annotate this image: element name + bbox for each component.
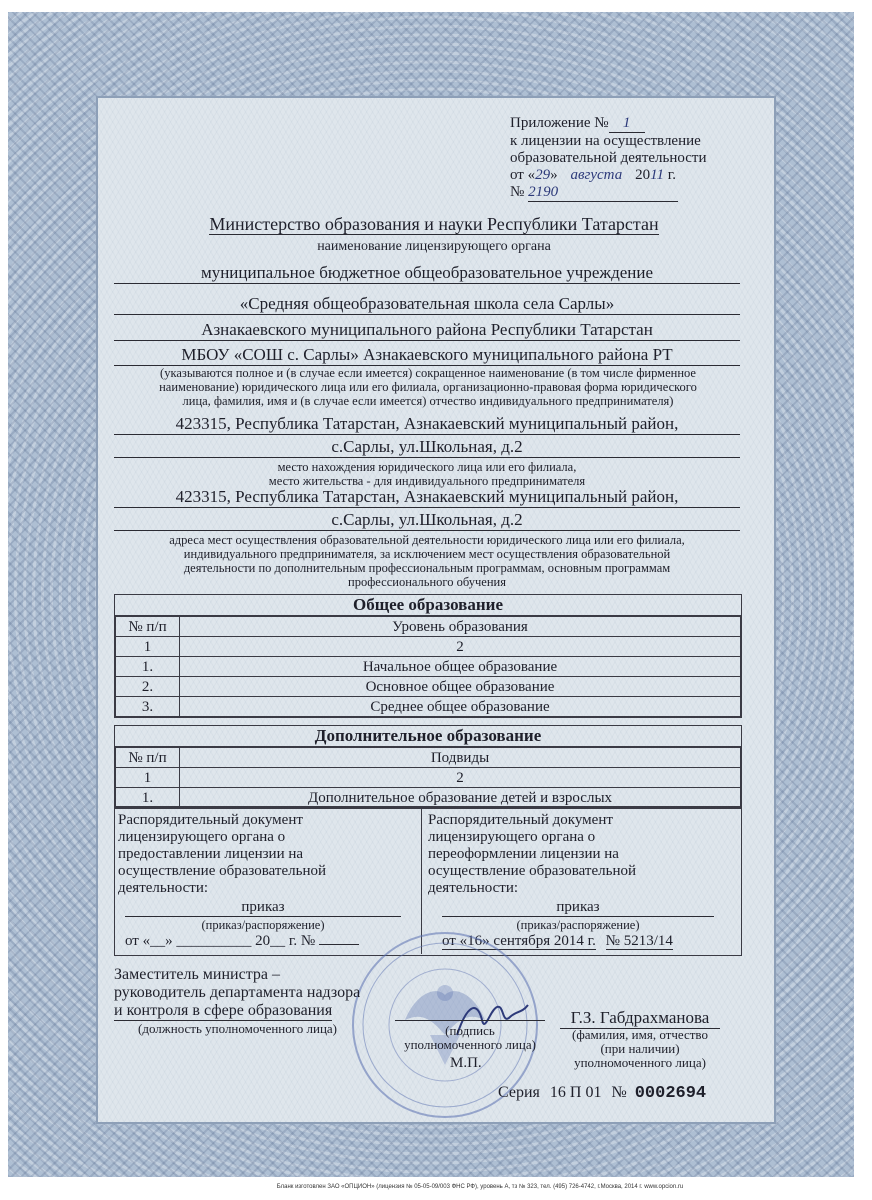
signature-caption: (подпись уполномоченного лица): [404, 1023, 536, 1052]
authority-caption: наименование лицензирующего органа: [317, 239, 551, 254]
table-row: 1. Начальное общее образование: [116, 657, 741, 677]
signatory-position: Заместитель министра – руководитель департамента надзора и контроля в сфере образования: [114, 966, 361, 1019]
blank-series: Серия 16 П 01 № 0002694: [498, 1084, 707, 1103]
appendix-month: августа: [570, 167, 623, 183]
signature-line: [395, 1020, 545, 1021]
appendix-number: 1: [609, 115, 645, 133]
right-order-caption: (приказ/распоряжение): [516, 918, 640, 932]
additional-education-grid: [115, 747, 741, 808]
appendix-block: [510, 115, 710, 202]
activity-address-line1: 423315, Республика Татарстан, Азнакаевский муниципальный район,: [114, 487, 740, 508]
table-index-row: 1 2: [116, 768, 741, 788]
table-header-row: № п/п Уровень образования: [116, 617, 741, 637]
right-order-date: от «16» сентября 2014 г. № 5213/14: [442, 933, 673, 949]
left-order-type: приказ: [125, 899, 401, 917]
seal-place-label: М.П.: [450, 1055, 482, 1071]
left-order-date: от «__» __________ 20__ г. №: [125, 933, 415, 950]
general-education-grid: [115, 616, 741, 717]
table-row: 2. Основное общее образование: [116, 677, 741, 697]
entity-line4: МБОУ «СОШ с. Сарлы» Азнакаевского муниципального района РТ: [114, 345, 740, 366]
entity-caption: (указываются полное и (в случае если имеется) сокращенное наименование (в том числе фирменное наименование) юридического лица или его филиала, организационно-правовая форма юридического лица, фамилия, имя и (в случае если имеется) отчество индивидуального предпринимателя): [159, 366, 697, 408]
entity-line3: Азнакаевского муниципального района Республики Татарстан: [114, 320, 740, 341]
table-header-row: № п/п Подвиды: [116, 748, 741, 768]
activity-address-caption: адреса мест осуществления образовательной деятельности юридического лица или его филиала, индивидуального предпринимателя, за исключением мест осуществления образовательной деятельности по дополнительным профессиональным программам, основным программам профессионального обучения: [169, 533, 685, 589]
appendix-day: 29: [535, 167, 551, 183]
printer-imprint: Бланк изготовлен ЗАО «ОПЦИОН» (лицензия № 05-05-09/003 ФНС РФ), уровень А, тз № 323, тел. (495) 726-4742, г.Москва, 2014 г. www.opcion.ru: [276, 1184, 684, 1190]
location-caption: место нахождения юридического лица или его филиала, место жительства - для индивидуального предпринимателя: [268, 460, 586, 488]
entity-line1: муниципальное бюджетное общеобразовательное учреждение: [114, 263, 740, 284]
general-education-title: Общее образование: [115, 595, 741, 616]
appendix-year: 11: [650, 167, 664, 183]
signatory-position-caption: (должность уполномоченного лица): [138, 1021, 338, 1036]
appendix-line3: образовательной деятельности: [510, 150, 707, 166]
table-row: 3. Среднее общее образование: [116, 697, 741, 717]
appendix-date: от «29» августа 2011 г.: [510, 167, 676, 183]
location-line1: 423315, Республика Татарстан, Азнакаевский муниципальный район,: [114, 414, 740, 435]
right-order-block: Распорядительный документ лицензирующего органа о переоформлении лицензии на осуществление образовательной деятельности:: [428, 812, 636, 896]
additional-education-table: [114, 725, 742, 809]
table-index-row: 1 2: [116, 637, 741, 657]
additional-education-title: Дополнительное образование: [115, 726, 741, 747]
right-order-type: приказ: [442, 899, 714, 917]
left-order-caption: (приказ/распоряжение): [201, 918, 325, 932]
appendix-line1: Приложение № 1: [510, 115, 710, 133]
left-order-block: Распорядительный документ лицензирующего органа о предоставлении лицензии на осуществление образовательной деятельности:: [118, 812, 326, 896]
appendix-line2: к лицензии на осуществление: [510, 133, 701, 149]
authority-name: Министерство образования и науки Республики Татарстан: [209, 214, 659, 234]
general-education-table: [114, 594, 742, 718]
activity-address-line2: с.Сарлы, ул.Школьная, д.2: [114, 510, 740, 531]
signatory-name: Г.З. Габдрахманова: [560, 1008, 720, 1029]
blank-number: 0002694: [634, 1084, 707, 1103]
entity-line2: «Средняя общеобразовательная школа села Сарлы»: [114, 294, 740, 315]
table-row: 1. Дополнительное образование детей и взрослых: [116, 788, 741, 808]
signatory-name-caption: (фамилия, имя, отчество (при наличии) уполномоченного лица): [572, 1027, 708, 1070]
appendix-license-number: № 2190: [510, 184, 710, 202]
location-line2: с.Сарлы, ул.Школьная, д.2: [114, 437, 740, 458]
